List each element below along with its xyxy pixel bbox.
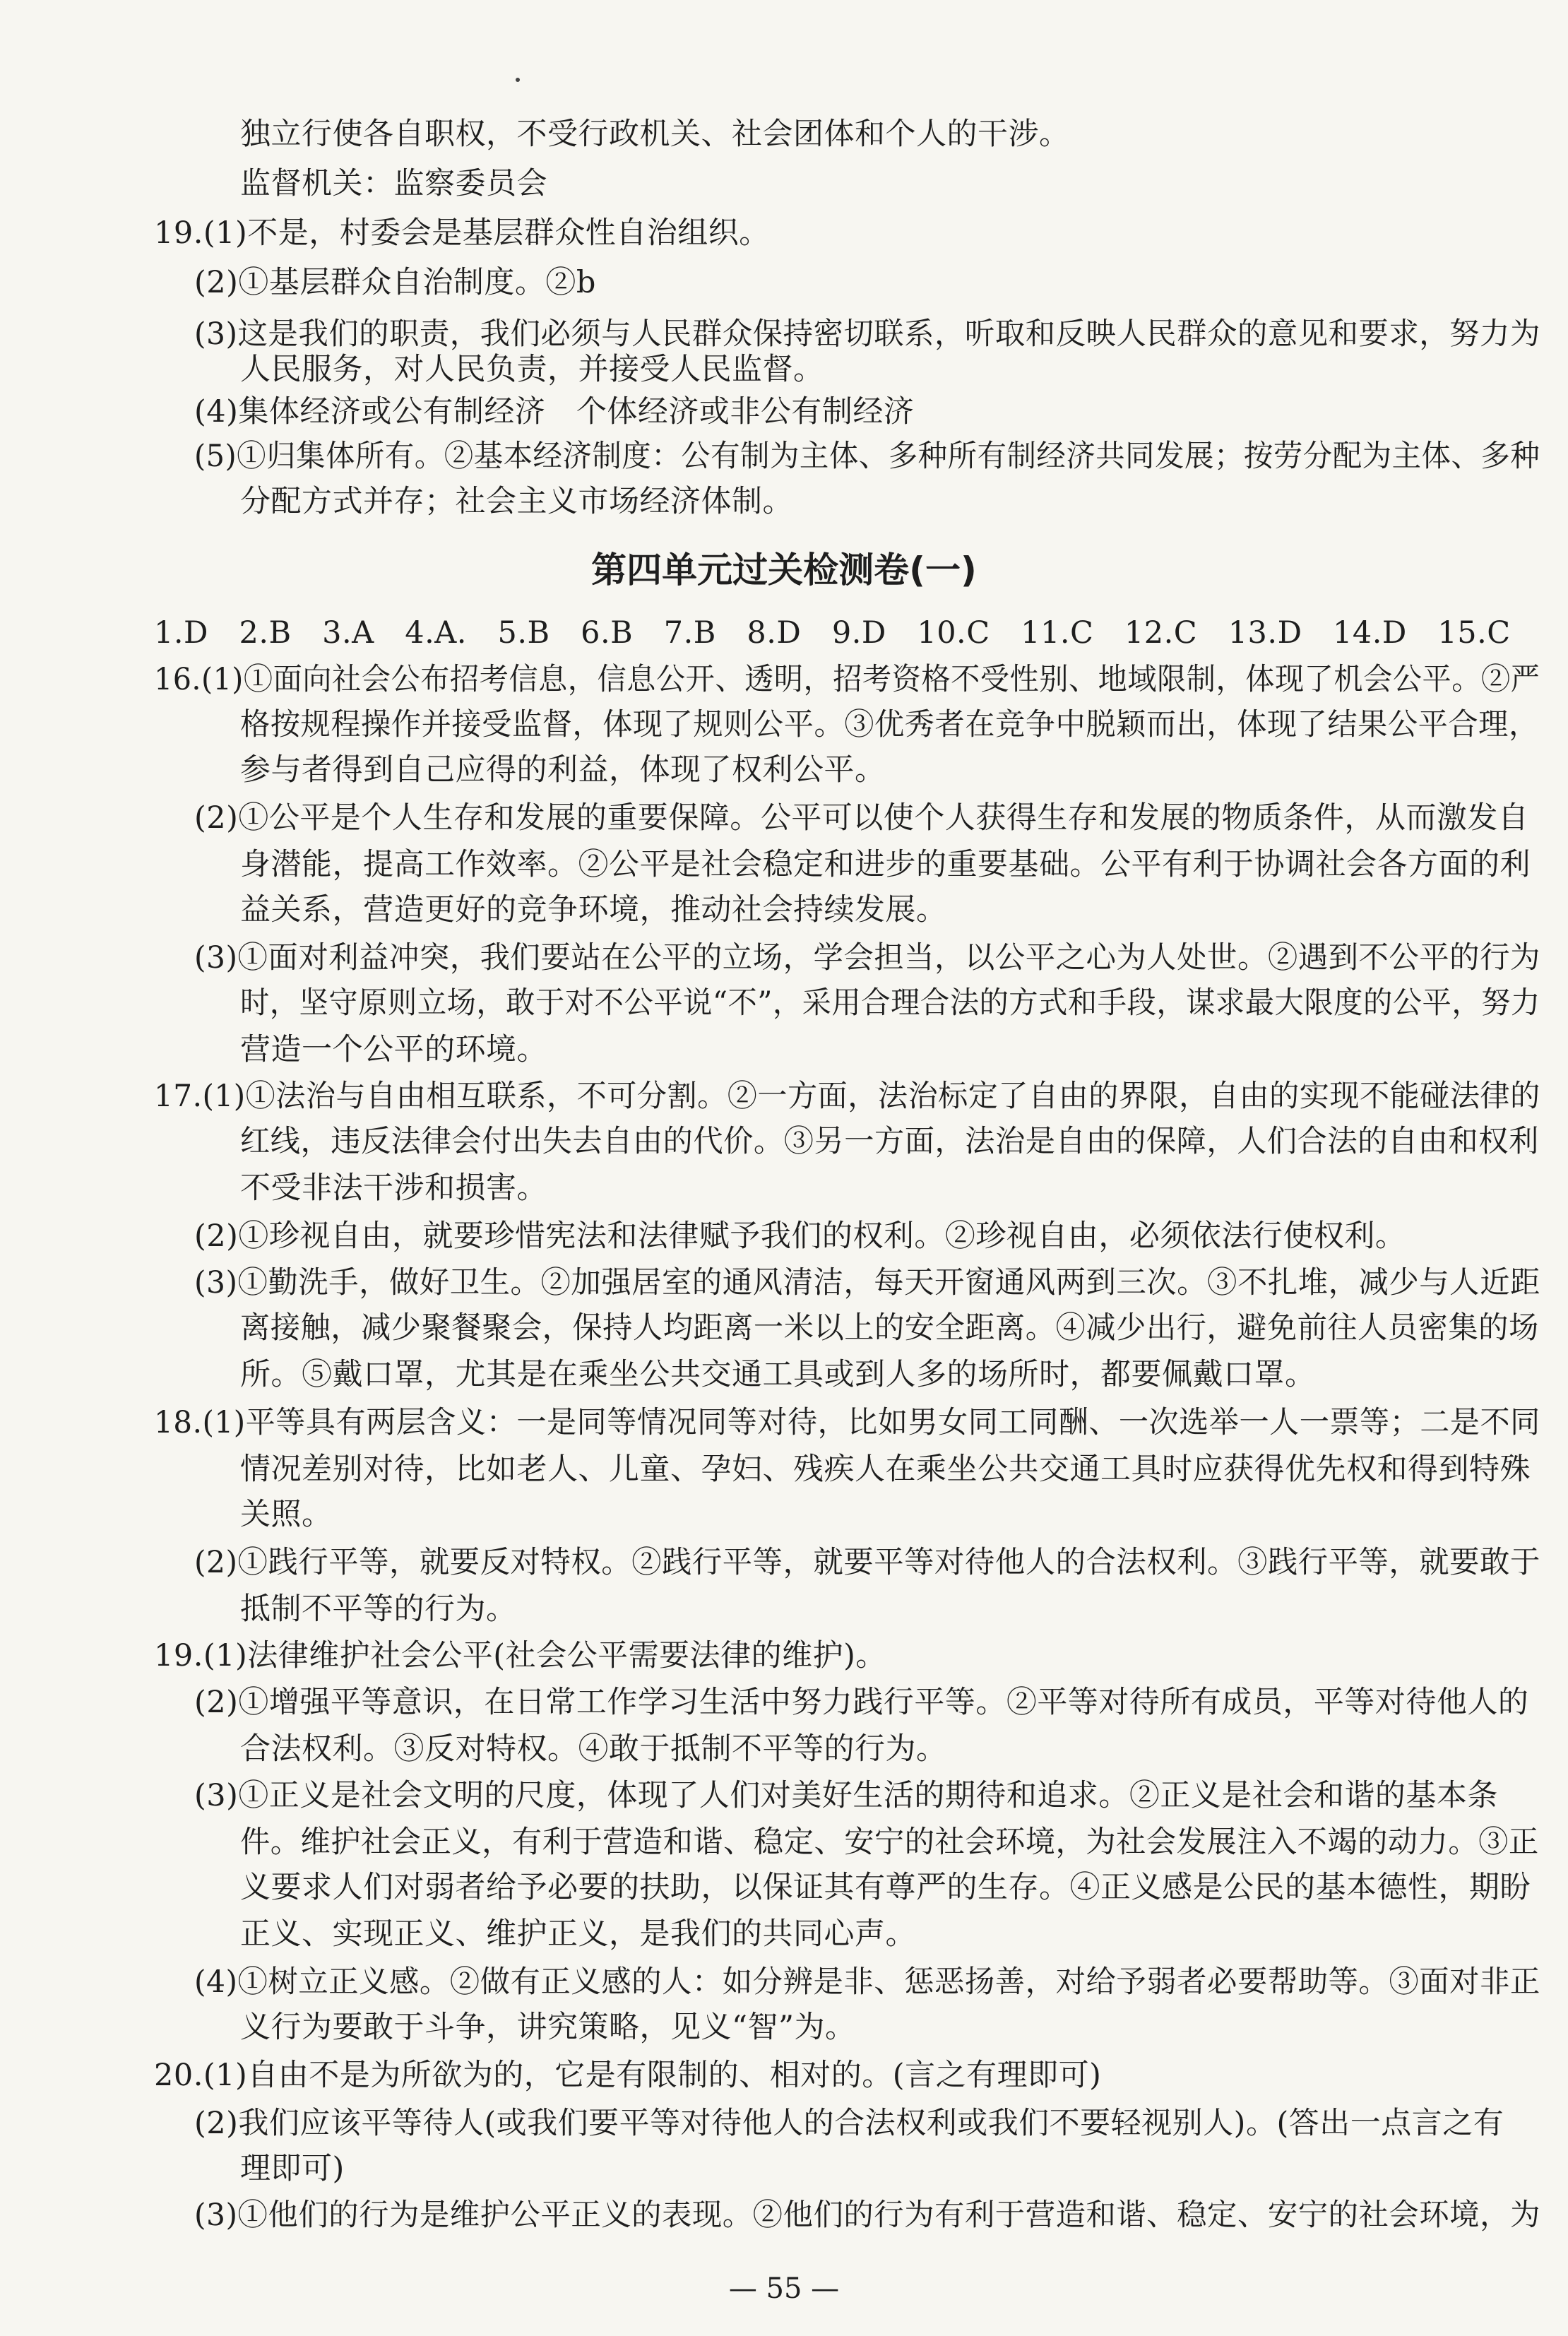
text-line: 件。维护社会正义，有利于营造和谐、稳定、安宁的社会环境，为社会发展注入不竭的动力。③正 <box>240 1825 1539 1860</box>
answer-key-line: 1.D 2.B 3.A 4.A. 5.B 6.B 7.B 8.D 9.D 10.C 11.C 12.C 13.D 14.D 15.C <box>154 615 1511 651</box>
text-line: (4)①树立正义感。②做有正义感的人：如分辨是非、惩恶扬善，对给予弱者必要帮助等。③面对非正 <box>194 1964 1540 2000</box>
text-line: 关照。 <box>240 1497 333 1532</box>
text-line: 理即可) <box>240 2151 345 2186</box>
text-line: 格按规程操作并接受监督，体现了规则公平。③优秀者在竞争中脱颖而出，体现了结果公平合理， <box>240 707 1539 742</box>
text-line: 营造一个公平的环境。 <box>240 1032 547 1067</box>
text-line: (3)①勤洗手，做好卫生。②加强居室的通风清洁，每天开窗通风两到三次。③不扎堆，减少与人近距 <box>194 1265 1540 1300</box>
text-line: 抵制不平等的行为。 <box>240 1591 517 1627</box>
text-line: 16.(1)①面向社会公布招考信息，信息公开、透明，招考资格不受性别、地域限制，体现了机会公平。②严 <box>154 662 1540 697</box>
text-line: (2)①珍视自由，就要珍惜宪法和法律赋予我们的权利。②珍视自由，必须依法行使权利。 <box>194 1219 1406 1254</box>
text-line: (2)①增强平等意识，在日常工作学习生活中努力践行平等。②平等对待所有成员，平等对待他人的 <box>194 1685 1529 1720</box>
text-line: 18.(1)平等具有两层含义：一是同等情况同等对待，比如男女同工同酬、一次选举一人一票等；二是不同 <box>154 1405 1540 1440</box>
text-line: 义行为要敢于斗争，讲究策略，见义“智”为。 <box>240 2010 856 2045</box>
text-line: 所。⑤戴口罩，尤其是在乘坐公共交通工具或到人多的场所时，都要佩戴口罩。 <box>240 1357 1316 1392</box>
text-line: 情况差别对待，比如老人、儿童、孕妇、残疾人在乘坐公共交通工具时应获得优先权和得到特殊 <box>240 1452 1531 1487</box>
text-line: (2)①践行平等，就要反对特权。②践行平等，就要平等对待他人的合法权利。③践行平等，就要敢于 <box>194 1545 1540 1580</box>
text-line: 身潜能，提高工作效率。②公平是社会稳定和进步的重要基础。公平有利于协调社会各方面的利 <box>240 847 1531 882</box>
text-line: 人民服务，对人民负责，并接受人民监督。 <box>240 352 824 387</box>
text-line: 参与者得到自己应得的利益，体现了权利公平。 <box>240 752 886 788</box>
text-line: 离接触，减少聚餐聚会，保持人均距离一米以上的安全距离。④减少出行，避免前往人员密集的场 <box>240 1310 1539 1346</box>
section-title: 第四单元过关检测卷(一) <box>591 550 977 591</box>
text-line: 不受非法干涉和损害。 <box>240 1170 547 1206</box>
text-line: 义要求人们对弱者给予必要的扶助，以保证其有尊严的生存。④正义感是公民的基本德性，期盼 <box>240 1870 1531 1905</box>
text-line: 17.(1)①法治与自由相互联系，不可分割。②一方面，法治标定了自由的界限，自由的实现不能碰法律的 <box>154 1079 1540 1114</box>
text-line: 时，坚守原则立场，敢于对不公平说“不”，采用合理合法的方式和手段，谋求最大限度的公平，努力 <box>240 985 1540 1021</box>
text-line: (3)这是我们的职责，我们必须与人民群众保持密切联系，听取和反映人民群众的意见和要求，努力为 <box>194 316 1540 352</box>
ink-dot <box>516 78 520 82</box>
text-line: 独立行使各自职权，不受行政机关、社会团体和个人的干涉。 <box>240 117 1070 152</box>
text-line: 合法权利。③反对特权。④敢于抵制不平等的行为。 <box>240 1731 947 1767</box>
text-line: (3)①正义是社会文明的尺度，体现了人们对美好生活的期待和追求。②正义是社会和谐的基本条 <box>194 1778 1498 1813</box>
page-number: — 55 — <box>728 2272 840 2305</box>
text-line: (2)我们应该平等待人(或我们要平等对待他人的合法权利或我们不要轻视别人)。(答出一点言之有 <box>194 2106 1504 2141</box>
text-line: 红线，违反法律会付出失去自由的代价。③另一方面，法治是自由的保障，人们合法的自由和权利 <box>240 1124 1539 1159</box>
text-line: (3)①面对利益冲突，我们要站在公平的立场，学会担当，以公平之心为人处世。②遇到不公平的行为 <box>194 940 1540 976</box>
text-line: (2)①基层群众自治制度。②b <box>194 265 596 300</box>
text-line: (4)集体经济或公有制经济 个体经济或非公有制经济 <box>194 394 915 429</box>
text-line: 20.(1)自由不是为所欲为的，它是有限制的、相对的。(言之有理即可) <box>154 2058 1102 2093</box>
text-line: 分配方式并存；社会主义市场经济体制。 <box>240 484 793 519</box>
text-line: 19.(1)法律维护社会公平(社会公平需要法律的维护)。 <box>154 1638 886 1673</box>
text-line: (2)①公平是个人生存和发展的重要保障。公平可以使个人获得生存和发展的物质条件，从而激发自 <box>194 800 1529 836</box>
text-line: 监督机关：监察委员会 <box>240 166 547 201</box>
text-line: 正义、实现正义、维护正义，是我们的共同心声。 <box>240 1916 916 1952</box>
text-line: 益关系，营造更好的竞争环境，推动社会持续发展。 <box>240 892 947 927</box>
text-line: (5)①归集体所有。②基本经济制度：公有制为主体、多种所有制经济共同发展；按劳分配为主体、多种 <box>194 439 1540 474</box>
text-line: 19.(1)不是，村委会是基层群众性自治组织。 <box>154 215 770 251</box>
text-line: (3)①他们的行为是维护公平正义的表现。②他们的行为有利于营造和谐、稳定、安宁的社会环境，为 <box>194 2198 1540 2233</box>
